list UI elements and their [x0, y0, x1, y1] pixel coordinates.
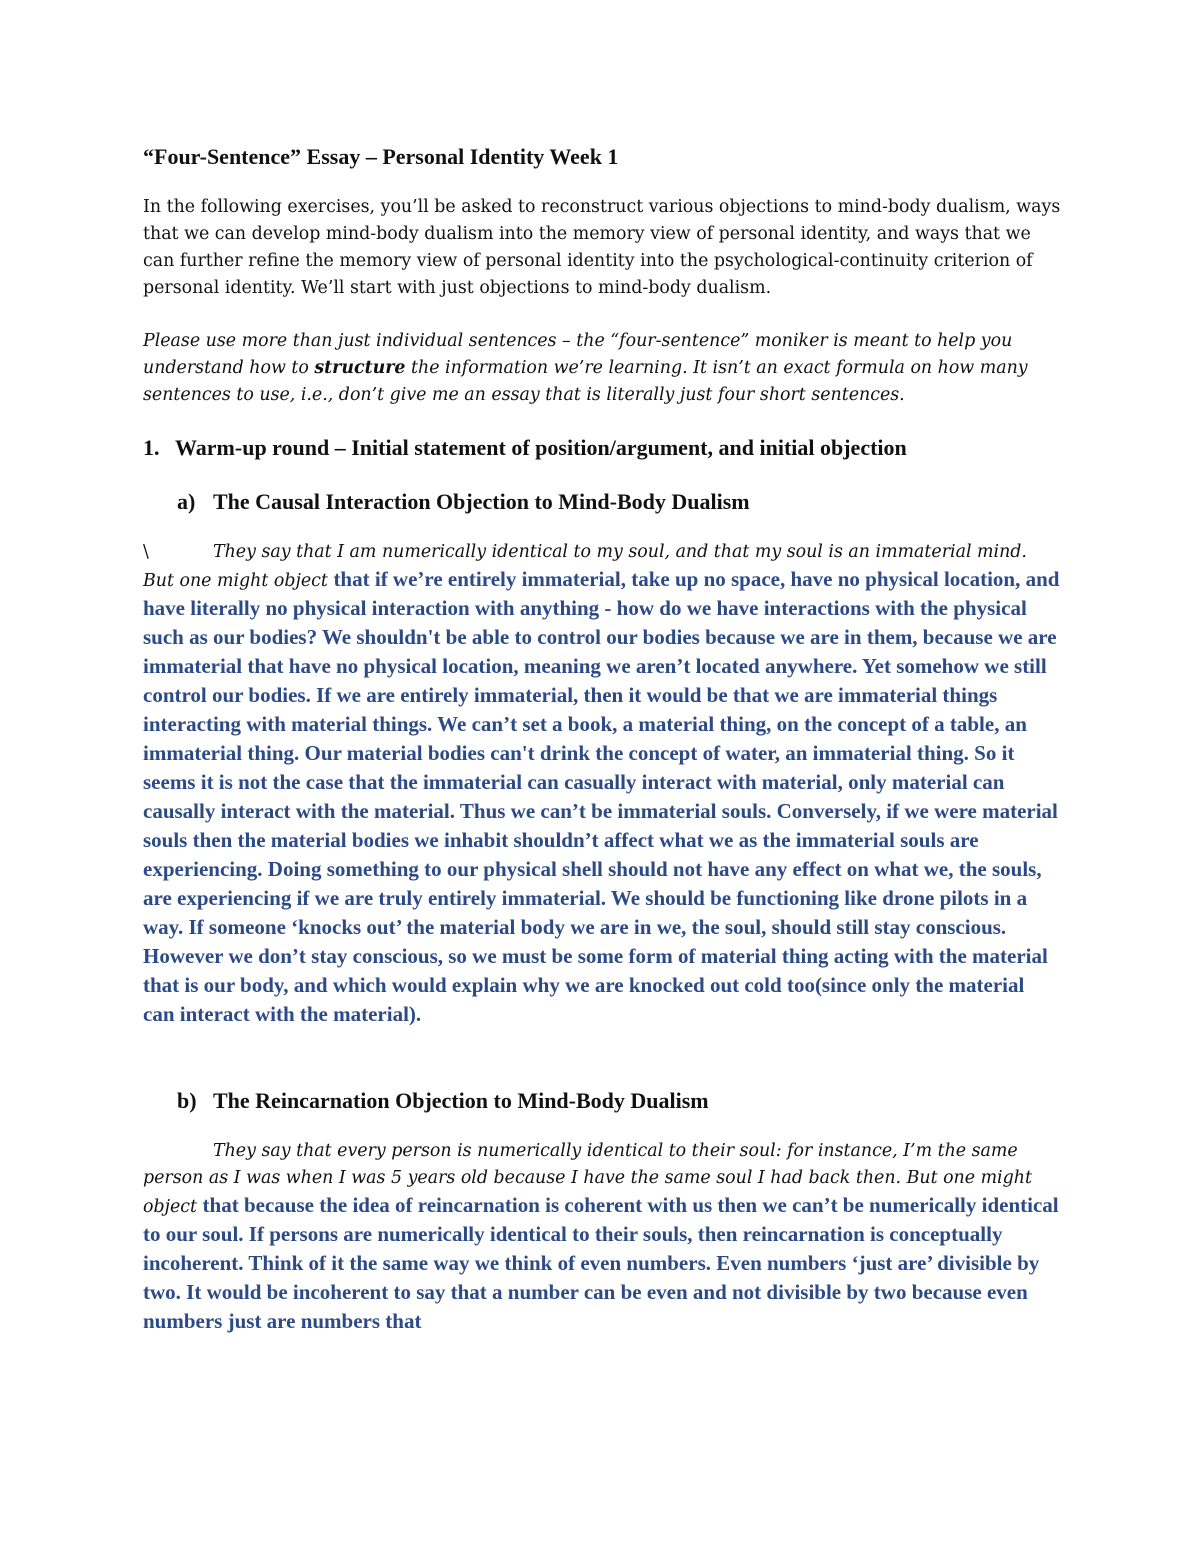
- part-b-prompt: They say that every person is numerically identical to their soul: for instance, I’m the same person as I was when I was 5 years old because I have the same soul I had back then. But one might object: [143, 1141, 1032, 1217]
- part-a-title: The Causal Interaction Objection to Mind-Body Dualism: [213, 489, 750, 514]
- part-b-title: The Reincarnation Objection to Mind-Body Dualism: [213, 1088, 709, 1113]
- note-text-after: the information we’re learning. It isn’t an exact formula on how many sentences to use, i.e., don’t give me an essay that is literally just four short sentences.: [143, 358, 1028, 405]
- part-a-answer: that if we’re entirely immaterial, take up no space, have no physical location, and have literally no physical interaction with anything - how do we have interactions with the physical such as our bodies? We shouldn't be able to control our bodies because we are in them, because we are immaterial that have no physical location, meaning we aren’t located anywhere. Yet somehow we still control our bodies. If we are entirely immaterial, then it would be that we are immaterial things interacting with material things. We can’t set a book, a material thing, on the concept of a table, an immaterial thing. Our material bodies can't drink the concept of water, an immaterial thing. So it seems it is not the case that the immaterial can casually interact with material, only material can causally interact with the material. Thus we can’t be immaterial souls. Conversely, if we were material souls then the material bodies we inhabit shouldn’t affect what we as the immaterial souls are experiencing. Doing something to our physical shell should not have any effect on what we, the souls, are experiencing if we are truly entirely immaterial. We should be functioning like drone pilots in a way. If someone ‘knocks out’ the material body we are in we, the soul, should still stay conscious. However we don’t stay conscious, so we must be some form of material thing acting with the material that is our body, and which would explain why we are knocked out cold too(since only the material can interact with the material).: [143, 567, 1060, 1026]
- section-1-heading: [143, 433, 1061, 463]
- document-page: [143, 140, 1061, 1337]
- part-a-response: [143, 539, 1061, 1030]
- note-emphasis: structure: [314, 358, 406, 378]
- part-b-letter: b): [177, 1088, 197, 1113]
- section-1-number: 1.: [143, 435, 160, 460]
- note-text-before: Please use more than just individual sentences – the “four-sentence” moniker is meant to help you understand how to: [143, 331, 1013, 378]
- document-title: “Four-Sentence” Essay – Personal Identity Week 1: [143, 144, 619, 169]
- part-a-letter: a): [177, 489, 196, 514]
- instruction-note: [143, 328, 1061, 409]
- part-b-response: [143, 1138, 1061, 1337]
- part-b-answer: that because the idea of reincarnation is coherent with us then we can’t be numerically identical to our soul. If persons are numerically identical to their souls, then reincarnation is conceptually incoherent. Think of it the same way we think of even numbers. Even numbers ‘just are’ divisible by two. It would be incoherent to say that a number can be even and not divisible by two because even numbers just are numbers that: [143, 1193, 1059, 1333]
- part-a-heading: [177, 487, 1061, 517]
- intro-paragraph: In the following exercises, you’ll be asked to reconstruct various objections to mind-body dualism, ways that we can develop mind-body dualism into the memory view of personal identity, and ways that we can further refine the memory view of personal identity into the psychological-continuity criterion of personal identity. We’ll start with just objections to mind-body dualism.: [143, 197, 1061, 298]
- part-a-prompt: They say that I am numerically identical to my soul, and that my soul is an immaterial mind. But one might object: [143, 542, 1027, 591]
- spacer: [143, 1030, 1061, 1086]
- section-1-title: Warm-up round – Initial statement of position/argument, and initial objection: [175, 435, 907, 460]
- part-b-heading: [177, 1086, 1061, 1116]
- part-a-marker: \: [143, 542, 149, 562]
